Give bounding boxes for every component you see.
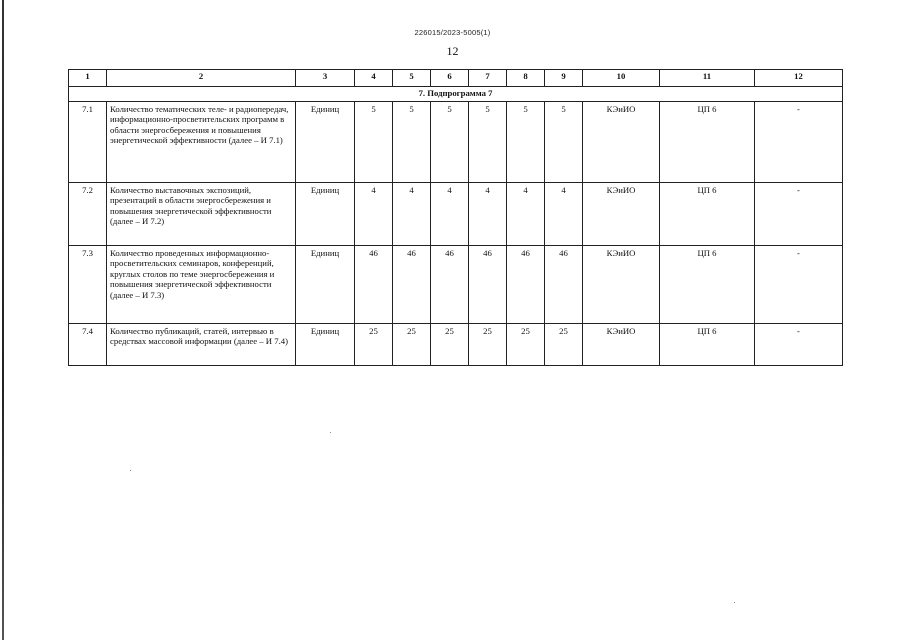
note-cell: - [755,246,843,324]
table-row [69,324,843,366]
document-id: 226015/2023-5005(1) [414,28,491,37]
unit-cell: Единиц [296,324,355,366]
column-header: 3 [296,70,355,87]
table-row [69,183,843,246]
value-cell: 4 [469,183,507,246]
value-cell: 4 [355,183,393,246]
column-header: 7 [469,70,507,87]
value-cell: 5 [507,102,545,183]
value-cell: 25 [469,324,507,366]
value-cell: 5 [545,102,583,183]
column-header: 5 [393,70,431,87]
column-header: 2 [107,70,296,87]
note-cell: - [755,183,843,246]
scan-speck [734,602,735,603]
value-cell: 46 [507,246,545,324]
scan-speck [330,432,331,433]
value-cell: 5 [431,102,469,183]
value-cell: 5 [355,102,393,183]
executor-cell: КЭиИО [583,246,660,324]
goal-cell: ЦП 6 [660,246,755,324]
column-header: 6 [431,70,469,87]
column-header: 9 [545,70,583,87]
row-number: 7.4 [69,324,107,366]
value-cell: 4 [431,183,469,246]
note-cell: - [755,102,843,183]
indicator-name: Количество выставочных экспозиций, презентаций в области энергосбережения и повышения энергетической эффективности (далее – И 7.2) [107,183,296,246]
column-header: 8 [507,70,545,87]
executor-cell: КЭиИО [583,324,660,366]
executor-cell: КЭиИО [583,183,660,246]
column-header: 11 [660,70,755,87]
column-header-row [69,70,843,87]
unit-cell: Единиц [296,102,355,183]
value-cell: 46 [393,246,431,324]
scan-edge [2,0,4,640]
value-cell: 46 [545,246,583,324]
section-title: 7. Подпрограмма 7 [69,87,843,102]
value-cell: 4 [507,183,545,246]
value-cell: 4 [545,183,583,246]
value-cell: 46 [355,246,393,324]
note-cell: - [755,324,843,366]
column-header: 1 [69,70,107,87]
value-cell: 25 [355,324,393,366]
value-cell: 5 [393,102,431,183]
scan-speck [130,470,131,471]
table-row [69,102,843,183]
column-header: 10 [583,70,660,87]
table-row [69,246,843,324]
value-cell: 25 [507,324,545,366]
indicator-name: Количество тематических теле- и радиопередач, информационно-просветительских программ в области энергосбережения и повышения энергетической эффективности (далее – И 7.1) [107,102,296,183]
value-cell: 4 [393,183,431,246]
column-header: 4 [355,70,393,87]
value-cell: 25 [545,324,583,366]
executor-cell: КЭиИО [583,102,660,183]
row-number: 7.3 [69,246,107,324]
value-cell: 5 [469,102,507,183]
section-row [69,87,843,102]
goal-cell: ЦП 6 [660,324,755,366]
indicator-name: Количество публикаций, статей, интервью в средствах массовой информации (далее – И 7.4) [107,324,296,366]
value-cell: 46 [431,246,469,324]
row-number: 7.1 [69,102,107,183]
row-number: 7.2 [69,183,107,246]
column-header: 12 [755,70,843,87]
value-cell: 25 [393,324,431,366]
goal-cell: ЦП 6 [660,102,755,183]
indicators-table [68,69,843,366]
unit-cell: Единиц [296,246,355,324]
value-cell: 46 [469,246,507,324]
goal-cell: ЦП 6 [660,183,755,246]
indicator-name: Количество проведенных информационно-просветительских семинаров, конференций, круглых столов по теме энергосбережения и повышения энергетической эффективности (далее – И 7.3) [107,246,296,324]
value-cell: 25 [431,324,469,366]
unit-cell: Единиц [296,183,355,246]
page-number: 12 [446,44,459,58]
